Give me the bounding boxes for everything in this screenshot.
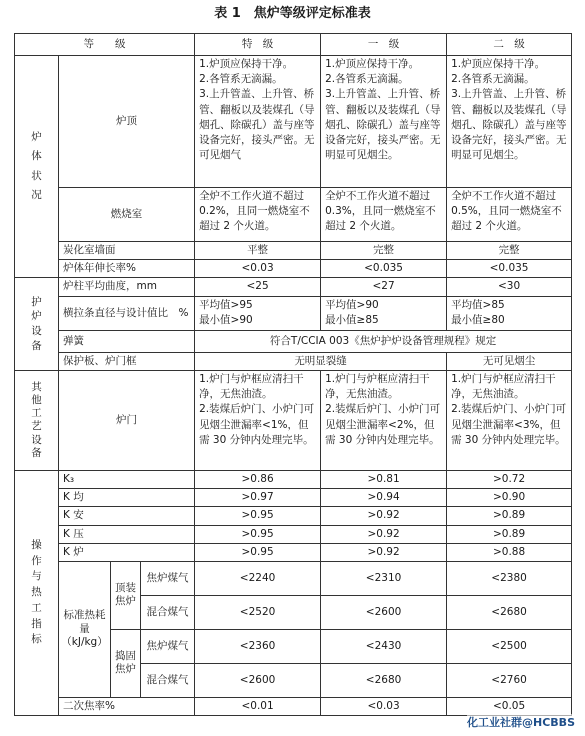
kya-special: >0.95 [195, 525, 321, 543]
row-curvature [15, 278, 572, 296]
combustion-label: 燃烧室 [59, 188, 195, 242]
k3-label: K₃ [59, 470, 195, 488]
watermark: 化工业社群@HCBBS [467, 716, 575, 729]
wall-second: 完整 [447, 242, 572, 260]
stamp-mixed-special: <2600 [195, 663, 321, 697]
curvature-second: <30 [447, 278, 572, 296]
kmian-second: >0.88 [447, 543, 572, 561]
spring-value: 符合T/CCIA 003《焦炉护炉设备管理规程》规定 [195, 330, 572, 352]
row-wall [15, 242, 572, 260]
heat-stamp-mixed-gas: 混合煤气 [141, 663, 195, 697]
row-heat-top-coke [15, 561, 572, 595]
curvature-label: 炉柱平均曲度，mm [59, 278, 195, 296]
wall-label: 炭化室墙面 [59, 242, 195, 260]
row-roof [15, 56, 572, 188]
door-label: 炉门 [59, 370, 195, 470]
section-operation [15, 470, 59, 715]
section-other [15, 370, 59, 470]
section-operation-text: 操 作 与 热 工 指 标 [31, 538, 42, 646]
top-coke-second: <2380 [447, 561, 572, 595]
section-equipment [15, 278, 59, 370]
row-k3 [15, 470, 572, 488]
kan-first: >0.92 [321, 507, 447, 525]
grade-standard-table [14, 33, 572, 716]
stamp-mixed-second: <2760 [447, 663, 572, 697]
row-combustion [15, 188, 572, 242]
section-body: 炉 体 状 况 [15, 56, 59, 278]
frame-label: 保护板、炉门框 [59, 352, 195, 370]
top-coke-first: <2310 [321, 561, 447, 595]
roof-first: 1.炉顶应保持干净。 2.各管系无滴漏。 3.上升管盖、上升管、桥管、翻板以及装煤孔（导烟孔、除碳孔）盖与座等设备完好，接头严密。无明显可见烟尘。 [321, 56, 447, 188]
k3-special: >0.86 [195, 470, 321, 488]
top-mixed-first: <2600 [321, 595, 447, 629]
kmian-special: >0.95 [195, 543, 321, 561]
combustion-special: 全炉不工作火道不超过 0.2%，且同一燃烧室不超过 2 个火道。 [195, 188, 321, 242]
secondary-label: 二次焦率% [59, 697, 195, 715]
growth-first: <0.035 [321, 260, 447, 278]
header-first: 一 级 [321, 34, 447, 56]
combustion-first: 全炉不工作火道不超过 0.3%，且同一燃烧室不超过 2 个火道。 [321, 188, 447, 242]
row-kjun [15, 489, 572, 507]
stamp-mixed-first: <2680 [321, 663, 447, 697]
door-second: 1.炉门与炉框应清扫干净，无焦油渣。 2.装煤后炉门、小炉门可见烟尘泄漏率<3%，但需 30 分钟内处理完毕。 [447, 370, 572, 470]
row-spring [15, 330, 572, 352]
top-mixed-second: <2680 [447, 595, 572, 629]
combustion-second: 全炉不工作火道不超过 0.5%，且同一燃烧室不超过 2 个火道。 [447, 188, 572, 242]
kmian-label: K 炉 [59, 543, 195, 561]
kjun-special: >0.97 [195, 489, 321, 507]
k3-first: >0.81 [321, 470, 447, 488]
row-growth [15, 260, 572, 278]
row-kan [15, 507, 572, 525]
door-first: 1.炉门与炉框应清扫干净，无焦油渣。 2.装煤后炉门、小炉门可见烟尘泄漏率<2%，但需 30 分钟内处理完毕。 [321, 370, 447, 470]
kmian-first: >0.92 [321, 543, 447, 561]
row-door [15, 370, 572, 470]
heat-top-label: 顶装焦炉 [111, 561, 141, 629]
kan-special: >0.95 [195, 507, 321, 525]
top-mixed-special: <2520 [195, 595, 321, 629]
section-other-text: 其 他 工 艺 设 备 [31, 381, 42, 459]
kjun-first: >0.94 [321, 489, 447, 507]
kan-label: K 安 [59, 507, 195, 525]
heat-stamp-coke-gas: 焦炉煤气 [141, 629, 195, 663]
stamp-coke-special: <2360 [195, 629, 321, 663]
curvature-first: <27 [321, 278, 447, 296]
secondary-first: <0.03 [321, 697, 447, 715]
kjun-second: >0.90 [447, 489, 572, 507]
row-kmian [15, 543, 572, 561]
header-grade: 等 级 [15, 34, 195, 56]
heat-top-mixed-gas: 混合煤气 [141, 595, 195, 629]
frame-left: 无明显裂缝 [195, 352, 447, 370]
kjun-label: K 均 [59, 489, 195, 507]
row-tierod [15, 296, 572, 330]
header-row [15, 34, 572, 56]
wall-first: 完整 [321, 242, 447, 260]
heat-stamp-label: 捣固焦炉 [111, 629, 141, 697]
heat-label: 标准热耗量（kJ/kg） [59, 561, 111, 697]
heat-top-coke-gas: 焦炉煤气 [141, 561, 195, 595]
curvature-special: <25 [195, 278, 321, 296]
wall-special: 平整 [195, 242, 321, 260]
tierod-label: 横拉条直径与设计值比 % [59, 296, 195, 330]
kya-label: K 压 [59, 525, 195, 543]
kya-second: >0.89 [447, 525, 572, 543]
row-frame [15, 352, 572, 370]
growth-label: 炉体年伸长率% [59, 260, 195, 278]
section-equipment-text: 护 炉 设 备 [31, 295, 42, 352]
roof-label: 炉顶 [59, 56, 195, 188]
spring-label: 弹簧 [59, 330, 195, 352]
tierod-second: 平均值>85 最小值≥80 [447, 296, 572, 330]
frame-right: 无可见烟尘 [447, 352, 572, 370]
header-second: 二 级 [447, 34, 572, 56]
secondary-special: <0.01 [195, 697, 321, 715]
growth-special: <0.03 [195, 260, 321, 278]
tierod-first: 平均值>90 最小值≥85 [321, 296, 447, 330]
header-special: 特 级 [195, 34, 321, 56]
kya-first: >0.92 [321, 525, 447, 543]
top-coke-special: <2240 [195, 561, 321, 595]
roof-special: 1.炉顶应保持干净。 2.各管系无滴漏。 3.上升管盖、上升管、桥管、翻板以及装煤孔（导烟孔、除碳孔）盖与座等设备完好，接头严密。无可见烟气 [195, 56, 321, 188]
kan-second: >0.89 [447, 507, 572, 525]
door-special: 1.炉门与炉框应清扫干净，无焦油渣。 2.装煤后炉门、小炉门可见烟尘泄漏率<1%，但需 30 分钟内处理完毕。 [195, 370, 321, 470]
secondary-second: <0.05 [447, 697, 572, 715]
stamp-coke-first: <2430 [321, 629, 447, 663]
table-title: 表 1 焦炉等级评定标准表 [214, 6, 371, 21]
roof-second: 1.炉顶应保持干净。 2.各管系无滴漏。 3.上升管盖、上升管、桥管、翻板以及装煤孔（导烟孔、除碳孔）盖与座等设备完好，接头严密。无明显可见烟尘。 [447, 56, 572, 188]
row-kya [15, 525, 572, 543]
growth-second: <0.035 [447, 260, 572, 278]
stamp-coke-second: <2500 [447, 629, 572, 663]
row-secondary [15, 697, 572, 715]
k3-second: >0.72 [447, 470, 572, 488]
tierod-special: 平均值>95 最小值>90 [195, 296, 321, 330]
